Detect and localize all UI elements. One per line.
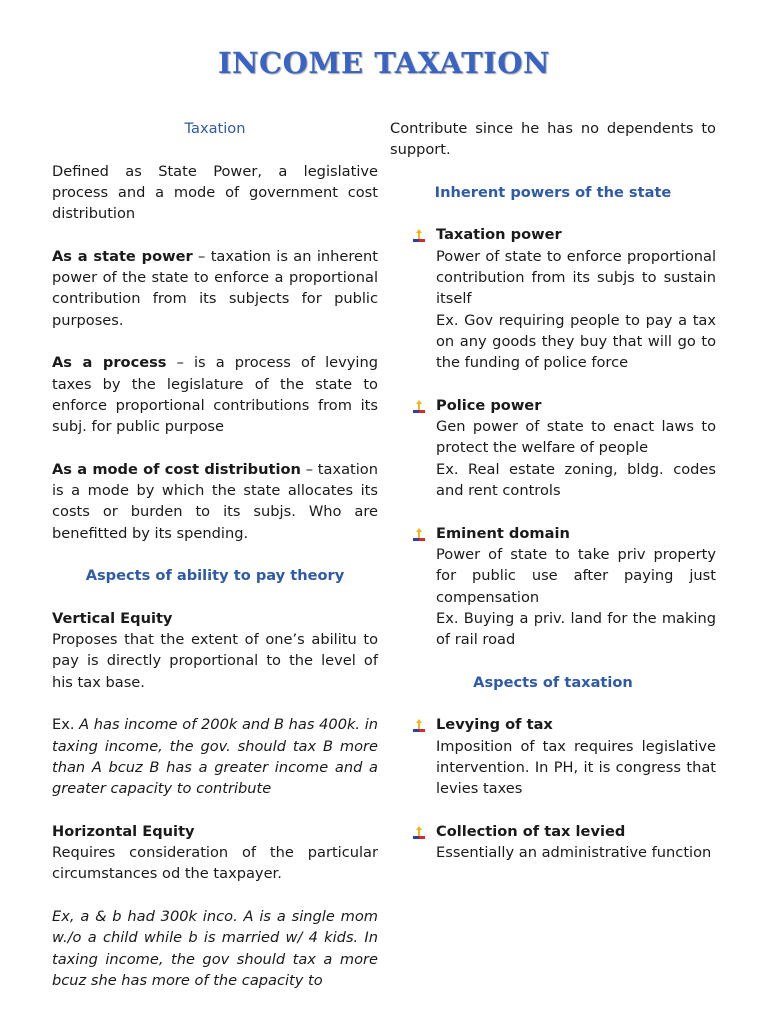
state-power-text: – taxation is an inherent power of the state to enforce a proportional contribution from its subjects for public purposes. bbox=[52, 247, 379, 329]
collection-text: Essentially an administrative function bbox=[436, 844, 712, 862]
taxation-heading: Taxation bbox=[184, 120, 246, 137]
vertical-example-text: A has income of 200k and B has 400k. in taxing income, the gov. should tax B more than A bcuz B has a greater income and a greater capacity to contribute bbox=[52, 716, 379, 798]
arrow-bullet-icon bbox=[412, 228, 426, 242]
police-power-text: Gen power of state to enact laws to protect the welfare of people bbox=[436, 418, 716, 457]
collection-item bbox=[390, 821, 716, 864]
levying-label: Levying of tax bbox=[436, 716, 553, 734]
left-column bbox=[52, 118, 378, 991]
taxation-power-item bbox=[390, 224, 716, 373]
levying-text: Imposition of tax requires legislative intervention. In PH, it is congress that levies taxes bbox=[436, 737, 716, 798]
taxation-power-label: Taxation power bbox=[436, 226, 562, 244]
arrow-bullet-icon bbox=[412, 399, 426, 413]
cost-distribution-label: As a mode of cost distribution bbox=[52, 460, 301, 478]
page-title: INCOME TAXATION bbox=[217, 46, 550, 80]
horizontal-equity-example: Ex, a & b had 300k inco. A is a single mom w./o a child while b is married w/ 4 kids. In taxing income, the gov should tax a more bcuz she has more of the capacity to bbox=[52, 907, 378, 989]
state-power-paragraph bbox=[52, 246, 378, 331]
horizontal-equity-text: Requires consideration of the particular circumstances od the taxpayer. bbox=[52, 844, 378, 883]
cost-distribution-paragraph bbox=[52, 459, 378, 544]
eminent-domain-example: Ex. Buying a priv. land for the making of rail road bbox=[436, 609, 716, 649]
cost-distribution-text: – taxation is a mode by which the state allocates its costs or burden to its subjs. Who are benefitted by its spending. bbox=[52, 460, 378, 542]
right-column bbox=[390, 118, 716, 863]
levying-item bbox=[390, 714, 716, 799]
vertical-equity-label: Vertical Equity bbox=[52, 609, 173, 627]
process-label: As a process bbox=[52, 354, 167, 372]
vertical-equity-text: Proposes that the extent of one’s abilitu to pay is directly proportional to the level of his tax base. bbox=[52, 631, 378, 691]
eminent-domain-item bbox=[390, 523, 716, 651]
inherent-powers-heading: Inherent powers of the state bbox=[434, 183, 672, 201]
ability-to-pay-heading: Aspects of ability to pay theory bbox=[85, 567, 345, 585]
process-text: – is a process of levying taxes by the legislature of the state to enforce proportional contributions from its subj. for public purpose bbox=[52, 354, 378, 436]
eminent-domain-text: Power of state to take priv property for public use after paying just compensation bbox=[436, 545, 716, 606]
process-paragraph bbox=[52, 352, 378, 437]
aspects-of-taxation-heading: Aspects of taxation bbox=[473, 673, 633, 691]
collection-label: Collection of tax levied bbox=[436, 822, 626, 840]
horizontal-equity-label: Horizontal Equity bbox=[52, 822, 195, 840]
police-power-label: Police power bbox=[436, 396, 542, 414]
vertical-example-prefix: Ex. bbox=[52, 716, 80, 734]
police-power-example: Ex. Real estate zoning, bldg. codes and rent controls bbox=[436, 460, 716, 500]
taxation-power-text: Power of state to enforce proportional contribution from its subjs to sustain itself bbox=[436, 247, 716, 308]
taxation-power-example: Ex. Gov requiring people to pay a tax on any goods they buy that will go to the funding of police force bbox=[436, 311, 716, 372]
eminent-domain-label: Eminent domain bbox=[436, 524, 570, 542]
state-power-label: As a state power bbox=[52, 247, 193, 265]
arrow-bullet-icon bbox=[412, 825, 426, 839]
taxation-definition: Defined as State Power, a legislative process and a mode of government cost distribution bbox=[52, 162, 378, 223]
continuation-text: Contribute since he has no dependents to support. bbox=[390, 120, 716, 159]
police-power-item bbox=[390, 395, 716, 501]
arrow-bullet-icon bbox=[412, 718, 426, 732]
arrow-bullet-icon bbox=[412, 527, 426, 541]
vertical-equity-example bbox=[52, 714, 378, 799]
